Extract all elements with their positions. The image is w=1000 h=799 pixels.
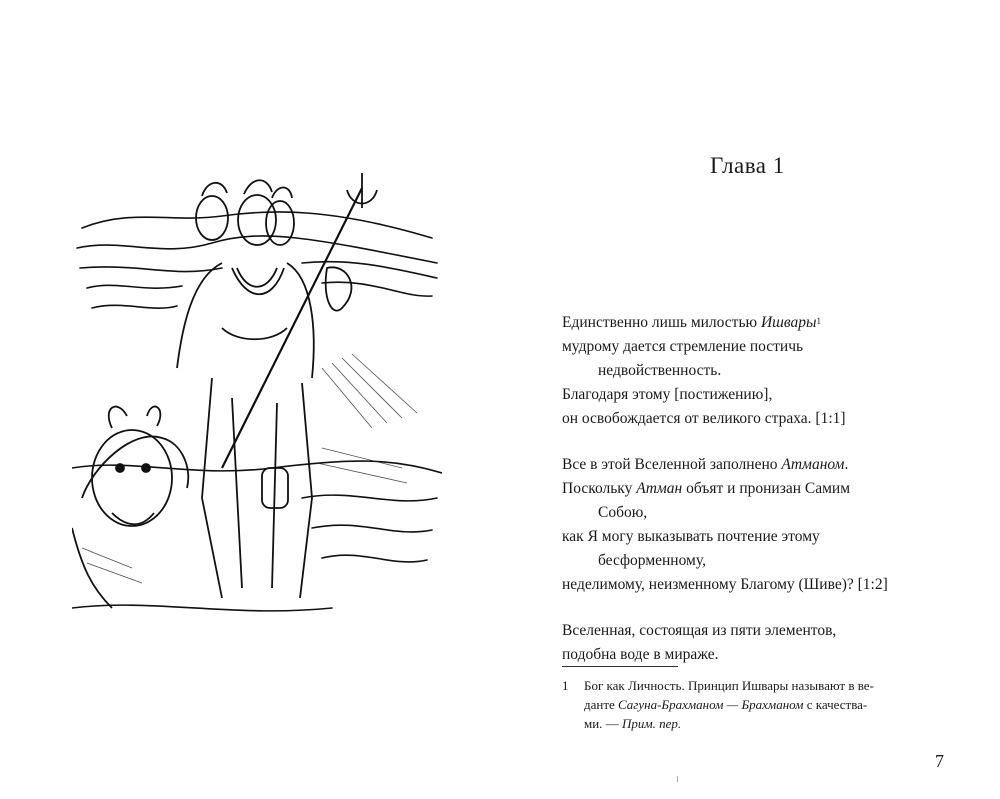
verse-line: мудрому дается стремление постичь <box>562 338 804 355</box>
chapter-title: Глава 1 <box>710 153 785 178</box>
footnote-ref[interactable]: 1 <box>816 316 821 326</box>
verse-line: бесформенному, <box>598 552 706 569</box>
text: Все в этой Вселенной заполнено <box>562 456 782 473</box>
gutter-mark <box>677 776 678 782</box>
verse-line: недвойственность. <box>598 362 722 379</box>
footnote-number: 1 <box>562 678 569 693</box>
verse-line: Собою, <box>598 504 648 521</box>
footnote-line <box>562 714 946 733</box>
verse-line: Благодаря этому [постижению], <box>562 386 773 403</box>
text: Бог как Личность. Принцип Ишвары называют в ве- <box>584 678 874 693</box>
verses <box>562 311 982 667</box>
dattatreya-illustration <box>72 168 442 638</box>
verse-line <box>562 477 982 501</box>
footnote <box>562 676 946 733</box>
footnote-line <box>562 695 946 714</box>
verse-line <box>562 311 982 335</box>
text: ми. — <box>584 716 622 731</box>
stanza-gap <box>562 431 982 453</box>
verse-line: Вселенная, состоящая из пяти элементов, <box>562 622 837 639</box>
footnote-line <box>562 676 946 695</box>
verse-line: он освобождается от великого страха. [1:1] <box>562 410 846 427</box>
verse-line <box>562 453 982 477</box>
text: . <box>844 456 849 473</box>
term: Прим. пер. <box>621 716 682 731</box>
verse-line: подобна воде в мираже. <box>562 646 719 663</box>
text: данте <box>584 697 619 712</box>
verse-line: как Я могу выказывать почтение этому <box>562 528 820 545</box>
stanza-gap <box>562 597 982 619</box>
page-number: 7 <box>935 751 944 771</box>
dattatreya-illustration-icon <box>72 168 442 638</box>
verse-line: неделимому, неизменному Благому (Шиве)? [1:2] <box>562 576 888 593</box>
term: Сагуна-Брахманом — Брахманом <box>618 697 804 712</box>
text: с качества- <box>803 697 868 712</box>
text: объят и пронизан Самим <box>682 480 851 497</box>
term: Атманом <box>781 456 845 473</box>
term: Атман <box>636 480 683 497</box>
text: Единственно лишь милостью <box>562 314 761 331</box>
term: Ишвары <box>760 314 817 331</box>
footnote-divider <box>562 666 678 667</box>
text: Поскольку <box>562 480 637 497</box>
